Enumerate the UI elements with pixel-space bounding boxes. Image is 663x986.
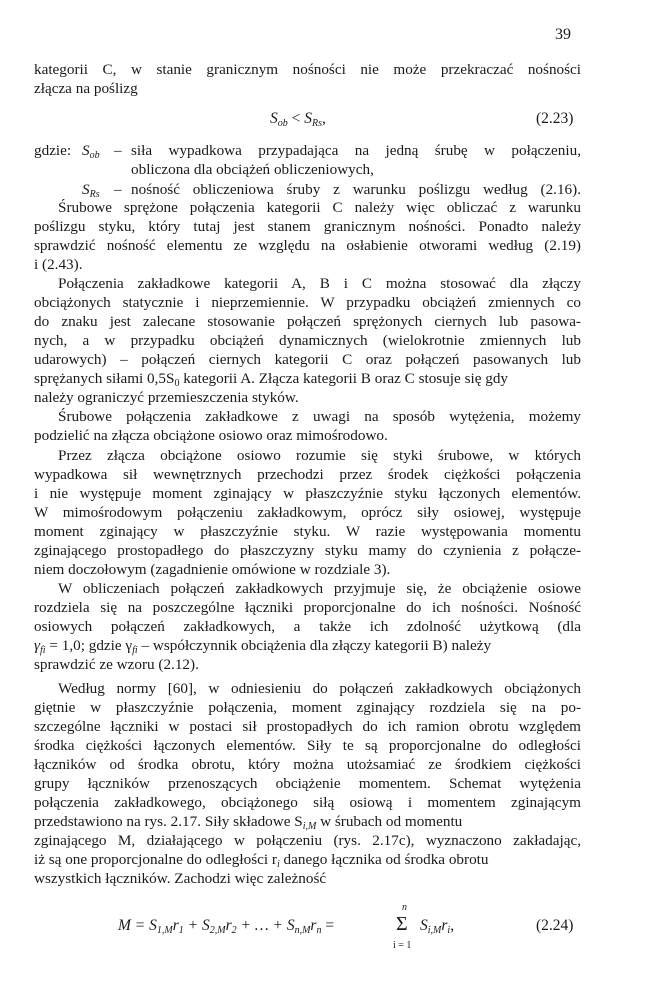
dash: – bbox=[114, 142, 122, 159]
sum-lower-limit: i = 1 bbox=[393, 940, 412, 951]
eq-part: S bbox=[420, 917, 428, 934]
eq-part: + … + S bbox=[236, 917, 295, 934]
text-line: nych, a w przypadku obciążeń dynamicznych (wielokrotnie zmiennych lub bbox=[34, 332, 581, 349]
definition-text: obliczona dla obciążeń obliczeniowych, bbox=[131, 161, 374, 178]
subscript: i bbox=[276, 859, 280, 870]
symbol-subscript: ob bbox=[89, 150, 100, 161]
text-line: złącza na poślizg bbox=[34, 80, 138, 97]
symbol-subscript: Rs bbox=[89, 189, 100, 200]
eq-subscript: 2 bbox=[231, 925, 237, 936]
eq-subscript: n,M bbox=[294, 925, 311, 936]
text-line: łączników od środka obrotu, który można utożsamiać ze środkiem ciężkości bbox=[34, 756, 581, 773]
equation-tail bbox=[420, 917, 454, 936]
eq-part: r bbox=[172, 917, 179, 934]
equation-2-23 bbox=[270, 110, 326, 129]
text-line: osiowych połączeń zakładkowych, a także ich zdolność użytkową (dla bbox=[34, 618, 581, 635]
text-run: kategorii A. Złącza kategorii B oraz C stosuje się gdy bbox=[179, 370, 509, 387]
text-line: wszystkich łączników. Zachodzi więc zależność bbox=[34, 870, 327, 887]
equation-number: (2.24) bbox=[536, 917, 574, 934]
eq-subscript: 1 bbox=[178, 925, 184, 936]
text-line: giętnie w płaszczyźnie połączenia, moment zginający rozdziela się na po- bbox=[34, 699, 581, 716]
symbol: S bbox=[82, 142, 90, 159]
eq-subscript: 1,M bbox=[156, 925, 173, 936]
text-line: podzielić na złącza obciążone osiowo oraz mimośrodowo. bbox=[34, 427, 388, 444]
eq-subscript: i bbox=[447, 925, 451, 936]
eq-subscript: Rs bbox=[312, 118, 322, 129]
symbol: S bbox=[82, 181, 90, 198]
text-run: przedstawiono na rys. 2.17. Siły składowe S bbox=[34, 813, 303, 830]
definition-text: nośność obliczeniowa śruby z warunku poślizgu według (2.16). bbox=[131, 181, 581, 198]
text-line: zginającego M, działającego w połączeniu (rys. 2.17c), wyznaczono zakładając, bbox=[34, 832, 581, 849]
text-line: obciążonych statycznie i nieprzemiennie. W przypadku obciążeń zmiennych co bbox=[34, 294, 581, 311]
eq-subscript: 2,M bbox=[209, 925, 226, 936]
text-line: i nie występuje moment zginający w płaszczyźnie styku łączonych elementów. bbox=[34, 485, 581, 502]
text-run: sprężanych siłami 0,5S bbox=[34, 370, 175, 387]
text-line: Przez złącza obciążone osiowo rozumie się styki śrubowe, w których bbox=[58, 447, 581, 464]
dash: – bbox=[114, 181, 122, 198]
text-line: należy ograniczyć przemieszczenia styków. bbox=[34, 389, 299, 406]
text-line: środka ciężkości łączonych elementów. Siły te są proporcjonalne do odległości bbox=[34, 737, 581, 754]
text-line: Śrubowe połączenia zakładkowe z uwagi na sposób wytężenia, możemy bbox=[58, 408, 581, 425]
text-line: udarowych) – połączeń ciernych kategorii C oraz połączeń pasowanych lub bbox=[34, 351, 581, 368]
text-run: w śrubach od momentu bbox=[316, 813, 463, 830]
eq-symbol: S bbox=[304, 110, 312, 127]
text-line: W obliczeniach połączeń zakładkowych przyjmuje się, że obciążenie osiowe bbox=[58, 580, 581, 597]
eq-part: M = S bbox=[118, 917, 157, 934]
subscript: fi bbox=[132, 645, 138, 656]
text-line: szczególne łączniki w postaci sił prostopadłych do ich ramion obrotu względem bbox=[34, 718, 581, 735]
text-line: poślizgu styku, który tutaj jest stanem granicznym nośności. Ponadto należy bbox=[34, 218, 581, 235]
text-line: moment zginający w płaszczyźnie styku. W razie występowania momentu bbox=[34, 523, 581, 540]
text-line: Połączenia zakładkowe kategorii A, B i C można stosować dla złączy bbox=[58, 275, 581, 292]
text-line: Śrubowe sprężone połączenia kategorii C należy więc obliczać z warunku bbox=[58, 199, 581, 216]
subscript: 0 bbox=[174, 378, 180, 389]
text-run: danego łącznika od środka obrotu bbox=[279, 851, 489, 868]
text-run: – współczynnik obciążenia dla złączy kategorii B) należy bbox=[137, 637, 492, 654]
sum-symbol: Σ bbox=[396, 913, 408, 935]
text-line: sprawdzić nośność elementu ze względu na osłabienie otworami według (2.19) bbox=[34, 237, 581, 254]
where-symbol-sob bbox=[82, 141, 100, 165]
where-label: gdzie: bbox=[34, 142, 72, 159]
text-line: W mimośrodowym połączeniu zakładkowym, oprócz siły osiowej, występuje bbox=[34, 504, 581, 521]
eq-symbol: S bbox=[270, 110, 278, 127]
definition-text: siła wypadkowa przypadająca na jedną śrubę w połączeniu, bbox=[131, 142, 581, 159]
text-run: = 1,0; gdzie γ bbox=[45, 637, 133, 654]
text-line: grupy łączników przenoszących obciążenie momentem. Schemat wytężenia bbox=[34, 775, 581, 792]
text-line: wypadkowa sił wewnętrznych przechodzi przez środek ciężkości połączenia bbox=[34, 466, 581, 483]
eq-subscript: i,M bbox=[427, 925, 442, 936]
text-run: iż są one proporcjonalne do odległości r bbox=[34, 851, 277, 868]
text-line: i (2.43). bbox=[34, 256, 83, 273]
text-line: do znaku jest zalecane stosowanie połączeń sprężonych ciernych lub pasowa- bbox=[34, 313, 581, 330]
eq-part: r bbox=[310, 917, 317, 934]
text-line: rozdziela się na poszczególne łączniki proporcjonalne do ich nośności. Nośność bbox=[34, 599, 581, 616]
eq-part: r bbox=[441, 917, 448, 934]
eq-part: r bbox=[225, 917, 232, 934]
text-line: Według normy [60], w odniesieniu do połączeń zakładkowych obciążonych bbox=[58, 680, 581, 697]
text-line: kategorii C, w stanie granicznym nośności nie może przekraczać nośności bbox=[34, 61, 581, 78]
eq-punct: , bbox=[450, 917, 455, 934]
subscript: i,M bbox=[302, 821, 317, 832]
sum-upper-limit: n bbox=[402, 902, 407, 913]
text-line: niem doczołowym (zagadnienie omówione w rozdziale 3). bbox=[34, 561, 391, 578]
eq-operator: < bbox=[287, 110, 305, 127]
page-number: 39 bbox=[555, 26, 571, 43]
text-line: zginającego prostopadłego do płaszczyzny styku mamy do czynienia z połącze- bbox=[34, 542, 581, 559]
eq-operator: = bbox=[321, 917, 335, 934]
eq-subscript: ob bbox=[277, 118, 288, 129]
subscript: fi bbox=[40, 645, 46, 656]
equation-2-24 bbox=[118, 917, 334, 936]
eq-punct: , bbox=[322, 110, 326, 127]
eq-part: + S bbox=[183, 917, 210, 934]
text-line: połączenia zakładkowego, obciążonego siłą osiową i momentem zginającym bbox=[34, 794, 581, 811]
equation-number: (2.23) bbox=[536, 110, 574, 127]
eq-subscript: n bbox=[316, 925, 322, 936]
symbol: γ bbox=[34, 637, 40, 654]
text-line: sprawdzić ze wzoru (2.12). bbox=[34, 656, 199, 673]
